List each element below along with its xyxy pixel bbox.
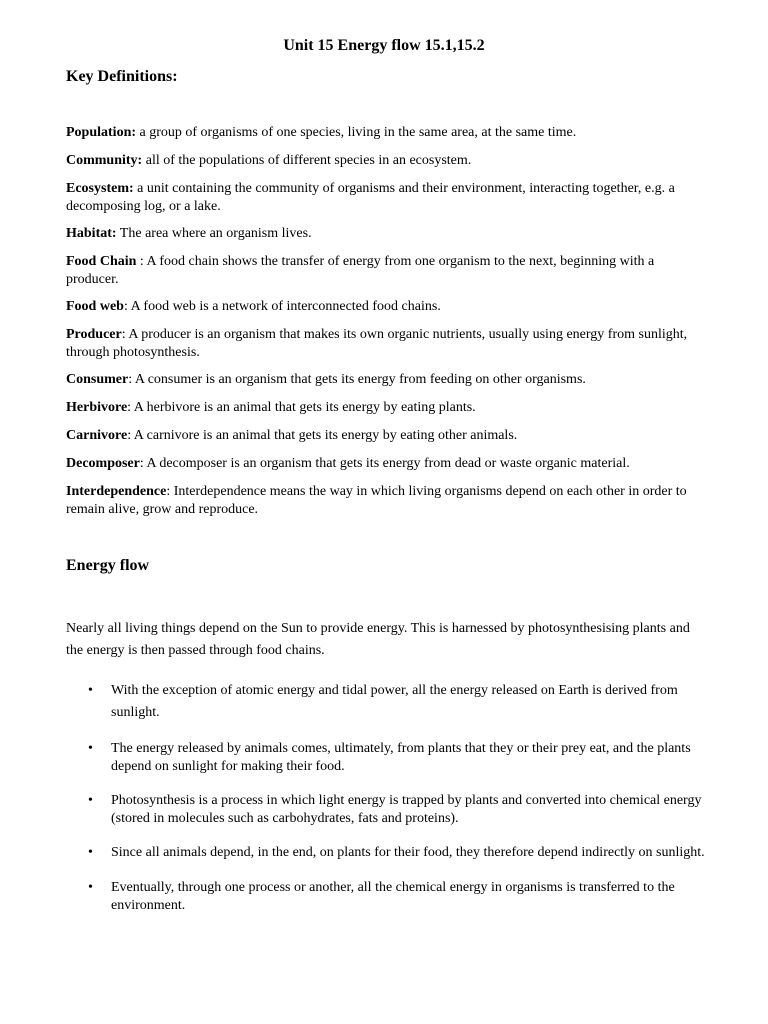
- definition-item: [66, 152, 706, 170]
- definition-item: [66, 124, 706, 142]
- bullet-item: [66, 879, 706, 915]
- definition-text: : A herbivore is an animal that gets its energy by eating plants.: [127, 400, 476, 415]
- definition-text: : Interdependence means the way in which living organisms depend on each other in order to remain alive, grow and reproduce.: [66, 484, 687, 517]
- bullet-icon: •: [88, 880, 93, 895]
- definition-term: Habitat:: [66, 226, 117, 241]
- definition-text: : A food web is a network of interconnected food chains.: [123, 299, 441, 314]
- definition-item: [66, 483, 706, 519]
- definition-item: [66, 399, 706, 417]
- definition-term: Interdependence: [66, 484, 167, 499]
- key-definitions-heading: Key Definitions:: [66, 68, 178, 85]
- bullet-item: [66, 792, 706, 828]
- definitions-list: [66, 124, 706, 519]
- definition-item: [66, 253, 706, 289]
- definition-text: : A producer is an organism that makes its own organic nutrients, usually using energy from sunlight, through photosynthesis.: [66, 327, 688, 360]
- definition-item: [66, 225, 706, 243]
- bullet-text: With the exception of atomic energy and tidal power, all the energy released on Earth is derived from sunlight.: [111, 683, 678, 720]
- definition-item: [66, 371, 706, 389]
- energy-flow-heading: Energy flow: [66, 557, 150, 574]
- definition-text: : A consumer is an organism that gets its energy from feeding on other organisms.: [128, 372, 586, 387]
- definition-term: Population:: [66, 125, 137, 140]
- definition-text: a unit containing the community of organisms and their environment, interacting together, e.g. a decomposing log, or a lake.: [66, 181, 675, 214]
- definition-text: The area where an organism lives.: [116, 226, 312, 241]
- definition-term: Decomposer: [66, 456, 140, 471]
- bullet-list: [66, 680, 706, 915]
- definition-term: Community:: [66, 153, 143, 168]
- bullet-item: [66, 680, 706, 724]
- definition-term: Food Chain: [66, 254, 137, 269]
- bullet-icon: •: [88, 741, 93, 756]
- definition-text: : A carnivore is an animal that gets its energy by eating other animals.: [127, 428, 518, 443]
- definition-text: : A decomposer is an organism that gets its energy from dead or waste organic material.: [139, 456, 630, 471]
- definition-term: Food web: [66, 299, 124, 314]
- intro-paragraph: Nearly all living things depend on the Sun to provide energy. This is harnessed by photosynthesising plants and the energy is then passed through food chains.: [66, 621, 690, 658]
- definition-item: [66, 298, 706, 316]
- bullet-item: [66, 844, 706, 862]
- definition-item: [66, 455, 706, 473]
- definition-term: Consumer: [66, 372, 129, 387]
- definition-term: Herbivore: [66, 400, 128, 415]
- definition-item: [66, 180, 706, 216]
- bullet-item: [66, 740, 706, 776]
- definition-item: [66, 427, 706, 445]
- bullet-text: Since all animals depend, in the end, on plants for their food, they therefore depend indirectly on sunlight.: [111, 845, 705, 860]
- definition-text: all of the populations of different species in an ecosystem.: [142, 153, 472, 168]
- definition-term: Producer: [66, 327, 122, 342]
- bullet-text: Photosynthesis is a process in which light energy is trapped by plants and converted into chemical energy (stored in molecules such as carbohydrates, fats and proteins).: [111, 793, 702, 826]
- bullet-text: Eventually, through one process or another, all the chemical energy in organisms is transferred to the environment.: [111, 880, 675, 913]
- definition-item: [66, 326, 706, 362]
- bullet-icon: •: [88, 793, 93, 808]
- page-title: Unit 15 Energy flow 15.1,15.2: [283, 37, 485, 54]
- definition-term: Ecosystem:: [66, 181, 134, 196]
- definition-text: a group of organisms of one species, living in the same area, at the same time.: [136, 125, 577, 140]
- definition-text: : A food chain shows the transfer of energy from one organism to the next, beginning with a producer.: [66, 254, 655, 287]
- bullet-icon: •: [88, 683, 93, 698]
- definition-term: Carnivore: [66, 428, 128, 443]
- bullet-icon: •: [88, 845, 93, 860]
- bullet-text: The energy released by animals comes, ultimately, from plants that they or their prey eat, and the plants depend on sunlight for making their food.: [111, 741, 691, 774]
